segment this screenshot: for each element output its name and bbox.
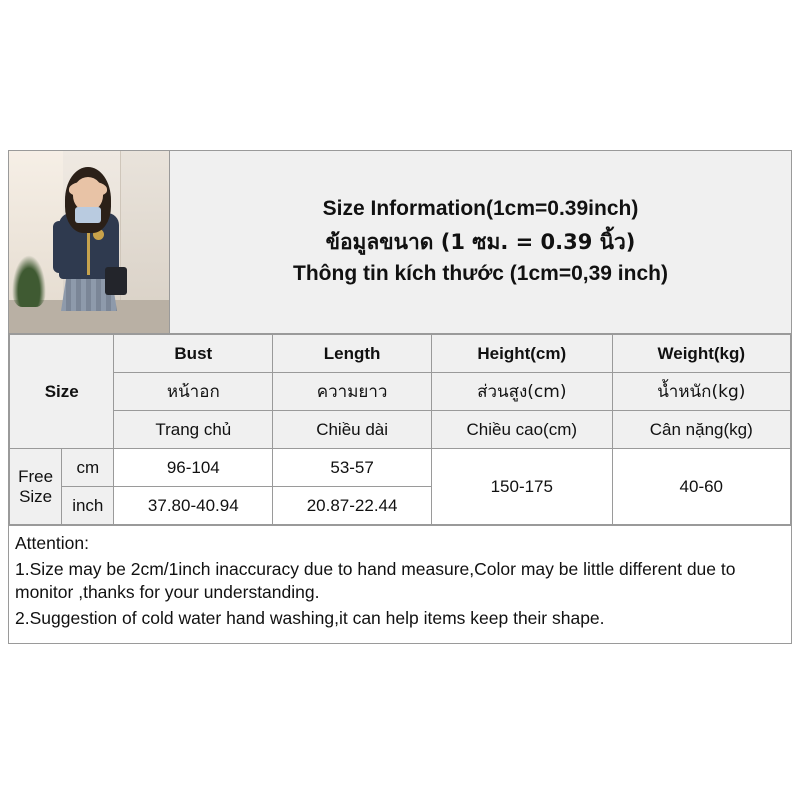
col-head-length-th: ความยาว (273, 373, 432, 411)
col-head-weight-en: Weight(kg) (612, 335, 790, 373)
photo-plant (12, 255, 46, 307)
cell-weight: 40-60 (612, 449, 790, 525)
size-table (9, 334, 791, 525)
table-row-head-th (10, 373, 791, 411)
cell-length-cm: 53-57 (273, 449, 432, 487)
size-header-label: Size (10, 335, 114, 449)
title-line-en: Size Information(1cm=0.39inch) (322, 197, 639, 221)
row-unit-inch: inch (62, 487, 114, 525)
col-head-bust-th: หน้าอก (114, 373, 273, 411)
row-size-free: Free Size (10, 449, 62, 525)
table-row-head-vi (10, 411, 791, 449)
col-head-length-en: Length (273, 335, 432, 373)
attention-line-1: 1.Size may be 2cm/1inch inaccuracy due to hand measure,Color may be little different due to monitor ,thanks for your understanding. (15, 558, 736, 603)
cell-height: 150-175 (432, 449, 613, 525)
table-row-head-en (10, 335, 791, 373)
attention-line-2: 2.Suggestion of cold water hand washing,it can help items keep their shape. (15, 607, 605, 628)
col-head-bust-vi: Trang chủ (114, 411, 273, 449)
attention-block (9, 525, 791, 643)
product-photo (9, 151, 170, 333)
photo-model-fringe (69, 181, 107, 197)
col-head-weight-vi: Cân nặng(kg) (612, 411, 790, 449)
col-head-bust-en: Bust (114, 335, 273, 373)
attention-heading: Attention: (15, 533, 89, 553)
title-line-vi: Thông tin kích thước (1cm=0,39 inch) (293, 262, 668, 286)
col-head-height-vi: Chiều cao(cm) (432, 411, 613, 449)
cell-bust-inch: 37.80-40.94 (114, 487, 273, 525)
row-unit-cm: cm (62, 449, 114, 487)
cell-length-inch: 20.87-22.44 (273, 487, 432, 525)
cell-bust-cm: 96-104 (114, 449, 273, 487)
card-header-row (9, 151, 791, 334)
title-line-th: ข้อมูลขนาด (1 ซม. = 0.39 นิ้ว) (325, 229, 636, 254)
table-row (10, 449, 791, 487)
size-title-block (170, 151, 791, 333)
col-head-height-th: ส่วนสูง(cm) (432, 373, 613, 411)
photo-model-bag (105, 267, 127, 295)
col-head-weight-th: น้ำหนัก(kg) (612, 373, 790, 411)
col-head-length-vi: Chiều dài (273, 411, 432, 449)
size-information-card (8, 150, 792, 644)
col-head-height-en: Height(cm) (432, 335, 613, 373)
photo-model-collar (75, 207, 101, 223)
